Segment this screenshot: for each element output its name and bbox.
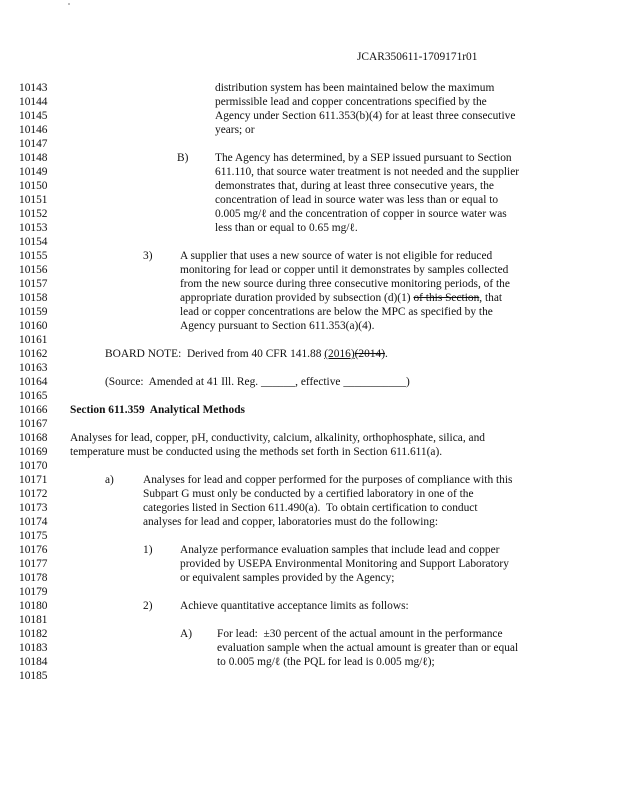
section-heading-text: Section 611.359 Analytical Methods — [70, 404, 245, 416]
line-number: 10158 — [19, 292, 48, 304]
line-number: 10160 — [19, 320, 48, 332]
text-line: categories listed in Section 611.490(a). To obtain certification to conduct — [143, 502, 478, 514]
item-label: 1) — [143, 544, 153, 556]
text-line — [180, 291, 502, 305]
line-number: 10178 — [19, 572, 48, 584]
deleted-text: of this Section — [413, 292, 480, 304]
text-line: Agency under Section 611.353(b)(4) for at least three consecutive — [215, 110, 516, 122]
line-number: 10155 — [19, 250, 48, 262]
line-number: 10185 — [19, 670, 48, 682]
line-number: 10174 — [19, 516, 48, 528]
text-line: Achieve quantitative acceptance limits as follows: — [180, 600, 409, 612]
line-number: 10176 — [19, 544, 48, 556]
line-number: 10151 — [19, 194, 48, 206]
line-number: 10154 — [19, 236, 48, 248]
text-line: to 0.005 mg/ℓ (the PQL for lead is 0.005 mg/ℓ); — [217, 656, 435, 668]
line-number: 10159 — [19, 306, 48, 318]
text-line: 611.110, that source water treatment is not needed and the supplier — [215, 166, 520, 178]
item-label: 2) — [143, 600, 153, 612]
board-note — [105, 347, 388, 361]
item-label: 3) — [143, 250, 153, 262]
text-line: or equivalent samples provided by the Agency; — [180, 572, 395, 584]
text-line: permissible lead and copper concentrations specified by the — [215, 96, 487, 108]
line-number: 10173 — [19, 502, 48, 514]
text-line: For lead: ±30 percent of the actual amount in the performance — [217, 628, 503, 640]
item-label: B) — [177, 152, 189, 164]
text-line: Analyze performance evaluation samples that include lead and copper — [180, 544, 500, 556]
text-segment: ) — [405, 376, 410, 388]
line-number: 10172 — [19, 488, 48, 500]
line-number: 10170 — [19, 460, 48, 472]
line-number: 10169 — [19, 446, 48, 458]
text-line: provided by USEPA Environmental Monitoring and Support Laboratory — [180, 558, 509, 570]
line-number: 10163 — [19, 362, 48, 374]
line-number: 10157 — [19, 278, 48, 290]
line-number: 10179 — [19, 586, 48, 598]
text-line: lead or copper concentrations are below the MPC as specified by the — [180, 306, 493, 318]
line-number: 10161 — [19, 334, 48, 346]
line-number: 10183 — [19, 642, 48, 654]
line-number: 10177 — [19, 558, 48, 570]
line-number: 10175 — [19, 530, 48, 542]
text-line: 0.005 mg/ℓ and the concentration of copper in source water was — [215, 208, 507, 220]
line-number: 10146 — [19, 124, 48, 136]
line-number: 10162 — [19, 348, 48, 360]
text-line: years; or — [215, 124, 255, 136]
item-label: a) — [105, 474, 114, 486]
text-line: distribution system has been maintained below the maximum — [215, 82, 495, 94]
item-label: A) — [180, 628, 193, 640]
text-line: Subpart G must only be conducted by a certified laboratory in one of the — [143, 488, 474, 500]
scan-speck — [68, 3, 70, 5]
line-number: 10150 — [19, 180, 48, 192]
line-number: 10153 — [19, 222, 48, 234]
line-number: 10182 — [19, 628, 48, 640]
deleted-text: (2014) — [354, 348, 386, 360]
text-line: from the new source during three consecutive monitoring periods, of the — [180, 278, 510, 290]
line-number: 10145 — [19, 110, 48, 122]
line-number: 10181 — [19, 614, 48, 626]
text-line: concentration of lead in source water was less than or equal to — [215, 194, 499, 206]
blank-field: ______ — [260, 376, 296, 388]
line-number: 10171 — [19, 474, 48, 486]
inserted-text: (2016) — [324, 348, 355, 360]
line-number: 10148 — [19, 152, 48, 164]
text-segment: , effective — [295, 376, 344, 388]
text-line: temperature must be conducted using the methods set forth in Section 611.611(a). — [70, 446, 443, 458]
text-line: demonstrates that, during at least three consecutive years, the — [215, 180, 494, 192]
line-number: 10152 — [19, 208, 48, 220]
section-heading — [70, 403, 245, 417]
blank-field: ___________ — [343, 376, 406, 388]
line-number: 10168 — [19, 432, 48, 444]
line-number: 10144 — [19, 96, 48, 108]
text-line: Agency pursuant to Section 611.353(a)(4). — [180, 320, 375, 332]
text-segment: (Source: Amended at 41 Ill. Reg. — [105, 376, 261, 388]
document-id-header: JCAR350611-1709171r01 — [357, 51, 478, 63]
text-line: evaluation sample when the actual amount is greater than or equal — [217, 642, 519, 654]
line-number: 10166 — [19, 404, 48, 416]
text-line: The Agency has determined, by a SEP issued pursuant to Section — [215, 152, 512, 164]
line-number: 10184 — [19, 656, 48, 668]
text-line: Analyses for lead and copper performed for the purposes of compliance with this — [143, 474, 513, 486]
text-segment: , that — [479, 292, 503, 304]
line-number: 10143 — [19, 82, 48, 94]
text-segment: BOARD NOTE: Derived from 40 CFR 141.88 — [105, 348, 325, 360]
line-number: 10180 — [19, 600, 48, 612]
line-number: 10149 — [19, 166, 48, 178]
text-line: Analyses for lead, copper, pH, conductivity, calcium, alkalinity, orthophosphate, silica, and — [70, 432, 485, 444]
text-line: less than or equal to 0.65 mg/ℓ. — [215, 222, 358, 234]
text-segment: . — [385, 348, 388, 360]
source-note — [105, 375, 410, 389]
line-number: 10164 — [19, 376, 48, 388]
text-segment: appropriate duration provided by subsection (d)(1) — [180, 292, 414, 304]
text-line: monitoring for lead or copper until it demonstrates by samples collected — [180, 264, 509, 276]
line-number: 10156 — [19, 264, 48, 276]
line-number: 10147 — [19, 138, 48, 150]
line-number: 10165 — [19, 390, 48, 402]
text-line: A supplier that uses a new source of water is not eligible for reduced — [180, 250, 493, 262]
text-line: analyses for lead and copper, laboratories must do the following: — [143, 516, 438, 528]
line-number: 10167 — [19, 418, 48, 430]
